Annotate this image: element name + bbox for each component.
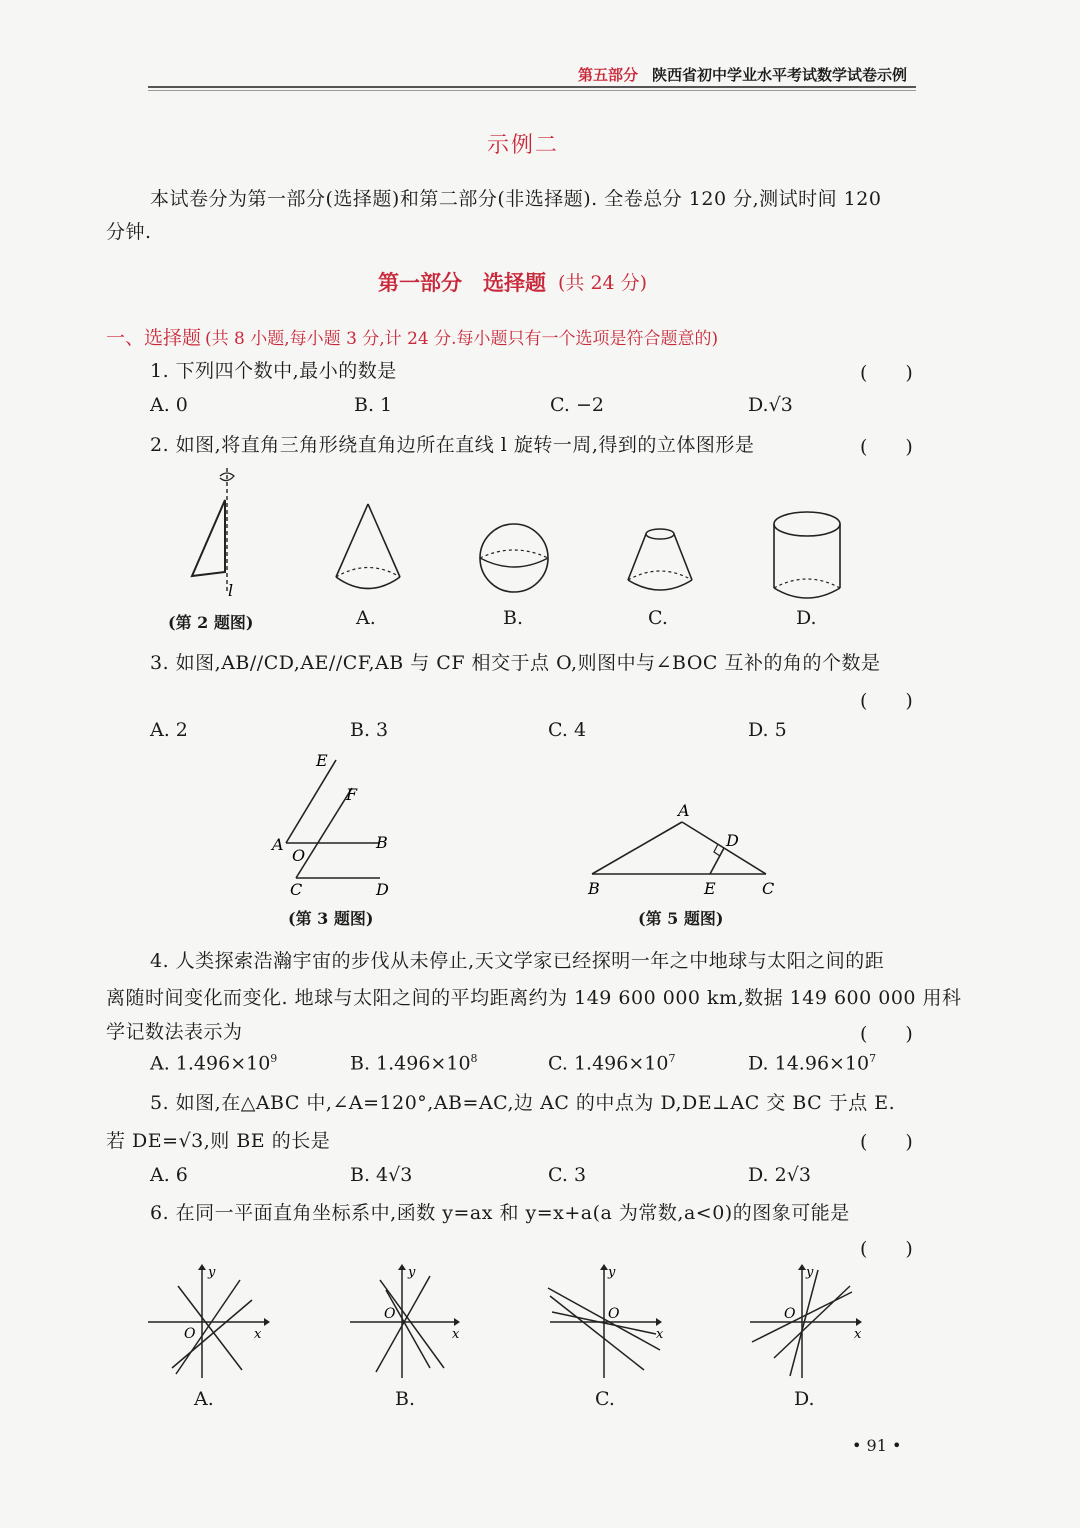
- q1-option-a: A. 0: [150, 394, 188, 416]
- q2-answer-blank: ( ): [860, 436, 913, 458]
- q1-option-b: B. 1: [354, 394, 393, 416]
- q5-label-c: C: [762, 879, 775, 898]
- q4-option-a-exp: 9: [270, 1052, 278, 1065]
- q3-label-d: D: [376, 880, 389, 898]
- q2-stem: 2. 如图,将直角三角形绕直角边所在直线 l 旋转一周,得到的立体图形是: [150, 434, 755, 456]
- page-number: • 91 •: [852, 1436, 902, 1455]
- q3-label-e: E: [316, 751, 328, 770]
- q3-option-b: B. 3: [350, 719, 389, 741]
- q3-option-d: D. 5: [748, 719, 787, 741]
- part-note: (共 24 分): [558, 272, 648, 294]
- q1-answer-blank: ( ): [860, 362, 913, 384]
- q3-stem: 3. 如图,AB//CD,AE//CF,AB 与 CF 相交于点 O,则图中与∠BOC 互补的角的个数是: [150, 652, 881, 674]
- header-rule-thin: [148, 90, 916, 91]
- q1-option-c: C. −2: [550, 394, 604, 416]
- q6-label-a: A.: [194, 1388, 214, 1410]
- q4-option-c-exp: 7: [668, 1052, 676, 1065]
- q4-option-a-base: A. 1.496×10: [150, 1052, 271, 1075]
- q2-label-b: B.: [503, 607, 524, 629]
- q2-label-a: A.: [356, 607, 376, 629]
- doc-title: 示例二: [487, 133, 560, 158]
- q6b-x: x: [452, 1327, 460, 1342]
- q2-label-c: C.: [648, 607, 668, 629]
- q4-option-c-base: C. 1.496×10: [548, 1052, 669, 1075]
- q3-label-o: O: [292, 846, 306, 865]
- q3-label-b: B: [376, 833, 388, 852]
- q6-answer-blank: ( ): [860, 1238, 913, 1260]
- q5-label-b: B: [588, 879, 600, 898]
- q5-line-1: 5. 如图,在△ABC 中,∠A=120°,AB=AC,边 AC 的中点为 D,DE⊥AC 交 BC 于点 E.: [150, 1092, 896, 1114]
- q5-label-d: D: [726, 831, 739, 850]
- intro-line-2: 分钟.: [106, 221, 152, 243]
- q5-label-a: A: [678, 801, 690, 820]
- header-section: 第五部分: [578, 66, 639, 84]
- part-title: 第一部分 选择题: [378, 270, 546, 295]
- q4-option-d-exp: 7: [869, 1052, 877, 1065]
- q4-option-b-base: B. 1.496×10: [350, 1052, 471, 1075]
- q5-line-2: 若 DE=√3,则 BE 的长是: [106, 1130, 331, 1152]
- q4-option-b-exp: 8: [470, 1052, 478, 1065]
- q2-cone-figure: [336, 504, 400, 589]
- q2-triangle-figure: [192, 468, 234, 600]
- q6-label-d: D.: [794, 1388, 815, 1410]
- q3-option-c: C. 4: [548, 719, 587, 741]
- q5-figure-caption: (第 5 题图): [638, 909, 724, 928]
- q6c-y: y: [608, 1265, 616, 1280]
- q4-line-1: 4. 人类探索浩瀚宇宙的步伐从未停止,天文学家已经探明一年之中地球与太阳之间的距: [150, 950, 885, 972]
- q6a-y: y: [208, 1265, 216, 1280]
- q4-line-2: 离随时间变化而变化. 地球与太阳之间的平均距离约为 149 600 000 km,数据 149 600 000 用科: [106, 987, 962, 1009]
- section-note: (共 8 小题,每小题 3 分,计 24 分.每小题只有一个选项是符合题意的): [205, 329, 719, 349]
- q3-label-a: A: [272, 835, 284, 854]
- q6a-x: x: [254, 1327, 262, 1342]
- q2-figure-caption: (第 2 题图): [168, 613, 254, 632]
- section-head: 一、选择题: [106, 327, 202, 349]
- q6-label-b: B.: [395, 1388, 416, 1410]
- q5-option-c: C. 3: [548, 1164, 587, 1186]
- q3-answer-blank: ( ): [860, 690, 913, 712]
- q4-option-d-base: D. 14.96×10: [748, 1052, 870, 1075]
- intro-line-1: 本试卷分为第一部分(选择题)和第二部分(非选择题). 全卷总分 120 分,测试时间 120: [150, 188, 882, 210]
- q4-option-b: [350, 1052, 478, 1074]
- q2-cylinder-figure: [774, 512, 840, 598]
- header-rule: [148, 86, 916, 88]
- q3-option-a: A. 2: [150, 719, 188, 741]
- q6b-o: O: [384, 1306, 396, 1322]
- q6-graphs: [140, 1260, 880, 1390]
- q6-graph-a: [148, 1264, 270, 1378]
- q3-label-c: C: [290, 880, 303, 898]
- q5-figure: [580, 798, 790, 904]
- q4-option-a: [150, 1052, 277, 1074]
- header-title: 陕西省初中学业水平考试数学试卷示例: [652, 66, 908, 84]
- q6c-o: O: [608, 1306, 620, 1322]
- q6a-o: O: [184, 1326, 196, 1342]
- q6-stem: 6. 在同一平面直角坐标系中,函数 y=ax 和 y=x+a(a 为常数,a<0)的图象可能是: [150, 1202, 850, 1224]
- q6-label-c: C.: [595, 1388, 615, 1410]
- q3-figure: [260, 748, 410, 898]
- q4-option-c: [548, 1052, 675, 1074]
- q4-option-d: [748, 1052, 876, 1074]
- q4-line-3: 学记数法表示为: [106, 1021, 243, 1043]
- q3-label-f: F: [346, 785, 358, 804]
- q2-frustum-figure: [628, 529, 692, 590]
- q4-answer-blank: ( ): [860, 1023, 913, 1045]
- q2-label-d: D.: [796, 607, 817, 629]
- q5-option-b: B. 4√3: [350, 1164, 413, 1186]
- q6b-y: y: [408, 1265, 416, 1280]
- q3-figure-caption: (第 3 题图): [288, 909, 374, 928]
- q6d-y: y: [806, 1265, 814, 1280]
- q6-graph-c: [548, 1264, 664, 1378]
- q5-option-a: A. 6: [150, 1164, 188, 1186]
- q1-stem: 1. 下列四个数中,最小的数是: [150, 360, 397, 382]
- q6d-x: x: [854, 1327, 862, 1342]
- q6-graph-d: [750, 1264, 862, 1378]
- q5-answer-blank: ( ): [860, 1131, 913, 1153]
- q6d-o: O: [784, 1306, 796, 1322]
- q2-sphere-figure: [480, 524, 548, 592]
- q5-option-d: D. 2√3: [748, 1164, 811, 1186]
- q6c-x: x: [656, 1327, 664, 1342]
- q2-line-label: l: [228, 581, 234, 600]
- q5-label-e: E: [704, 879, 716, 898]
- q1-option-d: D.√3: [748, 394, 793, 416]
- q6-graph-b: [350, 1264, 460, 1378]
